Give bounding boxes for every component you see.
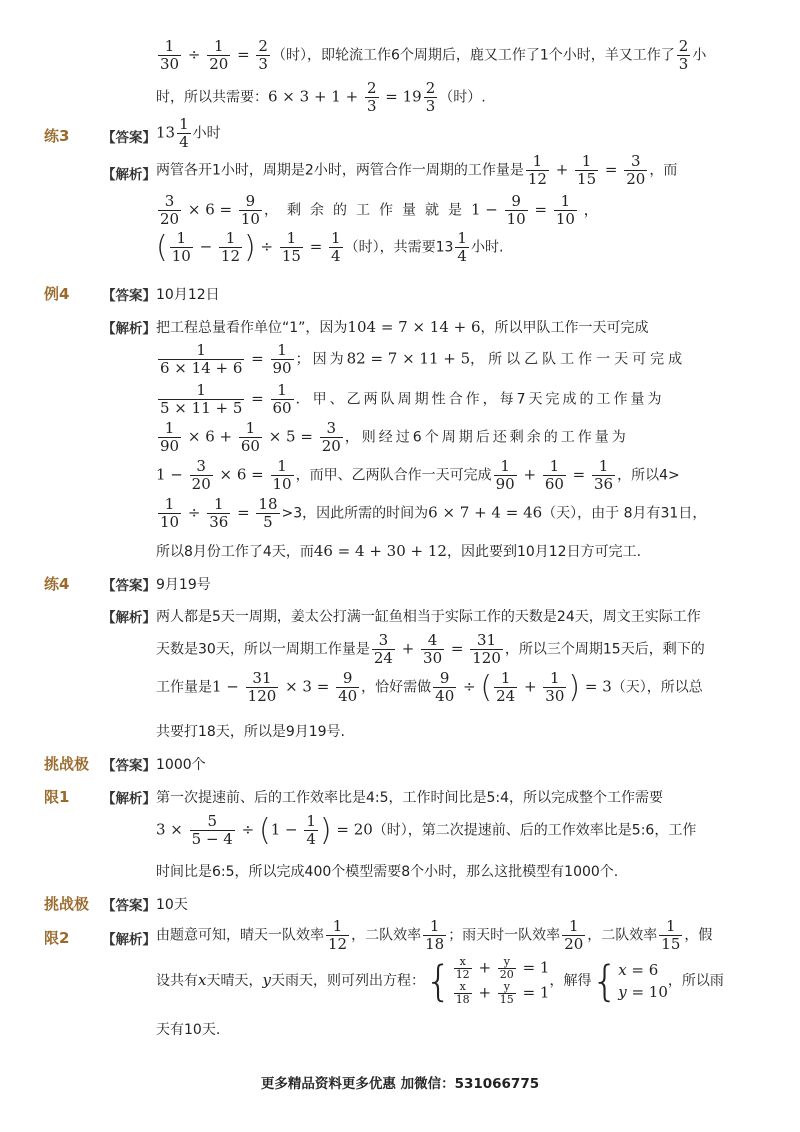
tz1-answer: 1000个 bbox=[156, 757, 206, 773]
p0-l2-tail: （时）. bbox=[439, 89, 486, 106]
fraction: $\frac{1}{90}$ bbox=[495, 457, 515, 493]
fraction: $\frac{1}{60}$ bbox=[272, 381, 292, 417]
text: ，剩余的工作量就是 bbox=[263, 202, 471, 219]
text: 设共有 bbox=[156, 973, 198, 989]
answer-label: 【答案】 bbox=[102, 288, 156, 304]
fraction: $\frac{1}{12}$ bbox=[527, 152, 547, 188]
p0-l2-head: 时，所以共需要： bbox=[156, 89, 268, 106]
text: 小时. bbox=[470, 239, 504, 256]
analysis-label: 【解析】 bbox=[102, 167, 156, 183]
fraction: $\frac{1}{4}$ bbox=[331, 229, 341, 265]
li4-answer: 10月12日 bbox=[156, 287, 220, 303]
fraction: $\frac{9}{10}$ bbox=[506, 192, 526, 228]
analysis-label: 【解析】 bbox=[102, 610, 156, 626]
text: ．甲、乙两队周期性合作，每7天完成的工作量为 bbox=[295, 391, 665, 408]
analysis-label: 【解析】 bbox=[102, 321, 156, 337]
text: >3，因此所需的时间为 bbox=[281, 505, 429, 522]
fraction: $\frac{1}{15}$ bbox=[281, 229, 301, 265]
tz1-l1: 第一次提速前、后的工作效率比是4:5，工作时间比是5:4，所以完成整个工作需要 bbox=[156, 790, 664, 806]
tz2-l2: 设共有x天晴天，y天雨天，则可列出方程：{ $\frac{x}{12}$ + $\frac{y}{20}$ = 1 $\frac{x}{18}$ + $\frac{y}{15}$ = 1 ，解得{ x = 6 y = 10 ，所以雨 bbox=[156, 955, 724, 1006]
fraction: $\frac{4}{30}$ bbox=[423, 631, 443, 667]
text: ，二队效率 bbox=[351, 927, 422, 944]
analysis-label: 【解析】 bbox=[102, 791, 156, 807]
fraction: $\frac{1}{18}$ bbox=[425, 917, 445, 953]
text: （天），所以总 bbox=[611, 679, 703, 696]
text: 天雨天，则可列出方程： bbox=[270, 973, 425, 989]
text: ；因为 bbox=[295, 351, 347, 368]
fraction: $\frac{1}{36}$ bbox=[209, 495, 229, 531]
lian4-l2: 天数是30天，所以一周期工作量是 $\frac{3}{24}$ + $\frac{4}{30}$ = $\frac{31}{120}$ ，所以三个周期15天后，剩下的 bbox=[156, 631, 705, 667]
fraction: $\frac{2}{3}$ bbox=[258, 37, 268, 73]
li4-l4: $\frac{1}{90}$ × 6 + $\frac{1}{60}$ × 5 = $\frac{3}{20}$ ，则经过6个周期后还剩余的工作量为 bbox=[160, 419, 629, 455]
fraction: $\frac{1}{20}$ bbox=[209, 37, 229, 73]
fraction: $\frac{1}{10}$ bbox=[160, 495, 180, 531]
fraction: $\frac{1}{30}$ bbox=[545, 669, 565, 705]
footer-text: 更多精品资料更多优惠 加微信：531066775 bbox=[260, 1076, 540, 1092]
li4-l6: $\frac{1}{10}$ ÷ $\frac{1}{36}$ = $\frac{18}{5}$ >3，因此所需的时间为6 × 7 + 4 = 46（天），由于 8月有31日， bbox=[160, 495, 707, 531]
fraction: $\frac{1}{60}$ bbox=[544, 457, 564, 493]
lian3-l1: 两管各开1小时，周期是2小时，两管合作一周期的工作量是 $\frac{1}{12}$ + $\frac{1}{15}$ = $\frac{3}{20}$ ，而 bbox=[156, 152, 678, 188]
fraction: $\frac{2}{3}$ bbox=[678, 37, 689, 73]
text: 天晴天， bbox=[206, 973, 263, 989]
p0-line1: $\frac{1}{30}$ ÷ $\frac{1}{20}$ = $\frac{2}{3}$ （时），即轮流工作6个周期后，鹿又工作了1个小时，羊又工作了 $\frac{2}{3}$ 小 bbox=[160, 37, 707, 73]
fraction: $\frac{18}{5}$ bbox=[258, 495, 278, 531]
section-tag-li4: 例4 bbox=[44, 285, 70, 303]
text: 两管各开1小时，周期是2小时，两管合作一周期的工作量是 bbox=[156, 162, 524, 179]
lian4-l3: 工作量是1 − $\frac{31}{120}$ × 3 = $\frac{9}{40}$ ，恰好需做 $\frac{9}{40}$ ÷ ( $\frac{1}{24}$ + $\frac{1}{30}$ ) = 3（天），所以总 bbox=[156, 669, 703, 705]
li4-l1: 把工程总量看作单位“1”，因为104 = 7 × 14 + 6，所以甲队工作一天可完成 bbox=[156, 318, 649, 336]
fraction: $\frac{1}{4}$ bbox=[179, 115, 189, 151]
text: ，所以雨 bbox=[667, 973, 724, 989]
section-tag-tz2-b: 限2 bbox=[44, 929, 70, 947]
li4-l5: 1 − $\frac{3}{20}$ × 6 = $\frac{1}{10}$ ，而甲、乙两队合作一天可完成 $\frac{1}{90}$ + $\frac{1}{60}$ = $\frac{1}{36}$ ，所以4> bbox=[156, 457, 680, 493]
text: 天数是30天，所以一周期工作量是 bbox=[156, 641, 370, 658]
li4-l2: $\frac{1}{6 \times 14 + 6}$ = $\frac{1}{90}$ ；因为82 = 7 × 11 + 5，所以乙队工作一天可完成 bbox=[160, 341, 687, 377]
text: 所以8月份工作了4天，而 bbox=[156, 544, 314, 560]
text: ，而 bbox=[649, 162, 678, 179]
text: 工作量是 bbox=[156, 679, 212, 696]
fraction: $\frac{1}{90}$ bbox=[160, 419, 180, 455]
tz2-answer: 10天 bbox=[156, 897, 188, 913]
text: ，所以4> bbox=[617, 467, 680, 484]
text: （时），共需要13 bbox=[344, 239, 454, 256]
lian3-answer bbox=[156, 116, 718, 151]
answer-label: 【答案】 bbox=[102, 758, 156, 774]
fraction: $\frac{9}{10}$ bbox=[240, 192, 260, 228]
answer-whole: 13 bbox=[156, 123, 176, 142]
solution-system: x = 6 y = 10 bbox=[618, 961, 668, 1001]
fraction: $\frac{1}{20}$ bbox=[564, 917, 584, 953]
section-tag-tz1: 挑战极 bbox=[44, 755, 90, 773]
equation-system: $\frac{x}{12}$ + $\frac{y}{20}$ = 1 $\frac{x}{18}$ + $\frac{y}{15}$ = 1 bbox=[455, 955, 550, 1006]
fraction: $\frac{9}{40}$ bbox=[338, 669, 358, 705]
answer-label: 【答案】 bbox=[102, 130, 156, 146]
answer-label: 【答案】 bbox=[102, 898, 156, 914]
answer-unit: 小时 bbox=[192, 125, 221, 142]
fraction: $\frac{1}{36}$ bbox=[594, 457, 614, 493]
fraction: $\frac{1}{5 \times 11 + 5}$ bbox=[160, 381, 243, 417]
fraction: $\frac{2}{3}$ bbox=[425, 79, 436, 115]
fraction: $\frac{1}{60}$ bbox=[240, 419, 260, 455]
p0-l1-text: （时），即轮流工作6个周期后，鹿又工作了1个小时，羊又工作了 bbox=[271, 47, 675, 64]
section-tag-lian3: 练3 bbox=[44, 127, 70, 145]
fraction: $\frac{3}{20}$ bbox=[191, 457, 211, 493]
tz2-l3: 天有10天. bbox=[156, 1022, 221, 1038]
fraction: $\frac{3}{24}$ bbox=[373, 631, 393, 667]
lian3-l2: $\frac{3}{20}$ × 6 = $\frac{9}{10}$ ，剩余的工作量就是1 − $\frac{9}{10}$ = $\frac{1}{10}$ ， bbox=[160, 192, 599, 228]
li4-l3: $\frac{1}{5 \times 11 + 5}$ = $\frac{1}{60}$ ．甲、乙两队周期性合作，每7天完成的工作量为 bbox=[160, 381, 665, 417]
fraction: $\frac{31}{120}$ bbox=[247, 669, 277, 705]
fraction: $\frac{1}{12}$ bbox=[220, 229, 241, 265]
text: ，所以乙队工作一天可完成 bbox=[470, 351, 687, 368]
text: ；雨天时一队效率 bbox=[448, 927, 561, 944]
fraction: $\frac{31}{120}$ bbox=[472, 631, 501, 667]
lian3-l3: ( $\frac{1}{10}$ − $\frac{1}{12}$ ) ÷ $\frac{1}{15}$ = $\frac{1}{4}$ （时），共需要13 $\frac{1}{4}$ 小时. bbox=[156, 229, 504, 265]
fraction: $\frac{1}{4}$ bbox=[306, 812, 316, 848]
lian4-answer: 9月19号 bbox=[156, 577, 211, 593]
fraction: $\frac{1}{10}$ bbox=[555, 192, 575, 228]
section-tag-tz1-b: 限1 bbox=[44, 788, 70, 806]
fraction: $\frac{3}{20}$ bbox=[321, 419, 341, 455]
text: ，二队效率 bbox=[587, 927, 658, 944]
text: ，而甲、乙两队合作一天可完成 bbox=[295, 467, 492, 484]
text: ，则经过6个周期后还剩余的工作量为 bbox=[344, 429, 629, 446]
text: ，所以三个周期15天后，剩下的 bbox=[504, 641, 705, 658]
analysis-label: 【解析】 bbox=[102, 932, 156, 948]
fraction: $\frac{1}{4}$ bbox=[457, 229, 467, 265]
fraction: $\frac{5}{5 - 4}$ bbox=[191, 812, 233, 848]
var-x: x bbox=[198, 971, 207, 989]
p0-line2: 时，所以共需要：6 × 3 + 1 + $\frac{2}{3}$ = 19 $\frac{2}{3}$ （时）. bbox=[156, 79, 486, 115]
text: （时），第二次提速前、后的工作效率比是5:6，工作 bbox=[372, 822, 697, 839]
p0-l1-end: 小 bbox=[692, 47, 707, 64]
text: ，所以甲队工作一天可完成 bbox=[480, 320, 649, 336]
fraction: $\frac{1}{15}$ bbox=[577, 152, 597, 188]
fraction: $\frac{9}{40}$ bbox=[435, 669, 455, 705]
tz2-l1 bbox=[156, 918, 718, 953]
text: ，解得 bbox=[549, 973, 592, 989]
answer-label: 【答案】 bbox=[102, 578, 156, 594]
text: ，假 bbox=[684, 927, 713, 944]
tz1-l3: 时间比是6:5，所以完成400个模型需要8个小时，那么这批模型有1000个. bbox=[156, 864, 619, 880]
section-tag-lian4: 练4 bbox=[44, 575, 70, 593]
tz1-l2: 3 × $\frac{5}{5 - 4}$ ÷ (1 − $\frac{1}{4}$ ) = 20（时），第二次提速前、后的工作效率比是5:6，工作 bbox=[156, 812, 697, 848]
text: 由题意可知，晴天一队效率 bbox=[156, 927, 324, 944]
text: 把工程总量看作单位“1”，因为 bbox=[156, 320, 348, 336]
li4-l7: 所以8月份工作了4天，而46 = 4 + 30 + 12，因此要到10月12日方可完工. bbox=[156, 542, 642, 560]
fraction: $\frac{2}{3}$ bbox=[366, 79, 377, 115]
fraction: $\frac{1}{15}$ bbox=[661, 917, 681, 953]
fraction: $\frac{3}{20}$ bbox=[626, 152, 646, 188]
lian4-l1: 两人都是5天一周期，姜太公打满一缸鱼相当于实际工作的天数是24天，周文王实际工作 bbox=[156, 609, 701, 625]
text: ，因此要到10月12日方可完工. bbox=[446, 544, 642, 560]
fraction: $\frac{3}{20}$ bbox=[160, 192, 180, 228]
fraction: $\frac{1}{90}$ bbox=[272, 341, 292, 377]
fraction: $\frac{1}{24}$ bbox=[496, 669, 516, 705]
fraction: $\frac{1}{6 \times 14 + 6}$ bbox=[160, 341, 243, 377]
section-tag-tz2: 挑战极 bbox=[44, 895, 90, 913]
fraction: $\frac{1}{30}$ bbox=[160, 37, 180, 73]
fraction: $\frac{1}{12}$ bbox=[328, 917, 348, 953]
fraction: $\frac{1}{10}$ bbox=[171, 229, 191, 265]
text: （天），由于 8月有31日， bbox=[542, 505, 707, 522]
fraction: $\frac{1}{10}$ bbox=[272, 457, 292, 493]
lian4-l4: 共要打18天，所以是9月19号. bbox=[156, 724, 345, 740]
text: ，恰好需做 bbox=[361, 679, 432, 696]
var-y: y bbox=[262, 971, 271, 989]
